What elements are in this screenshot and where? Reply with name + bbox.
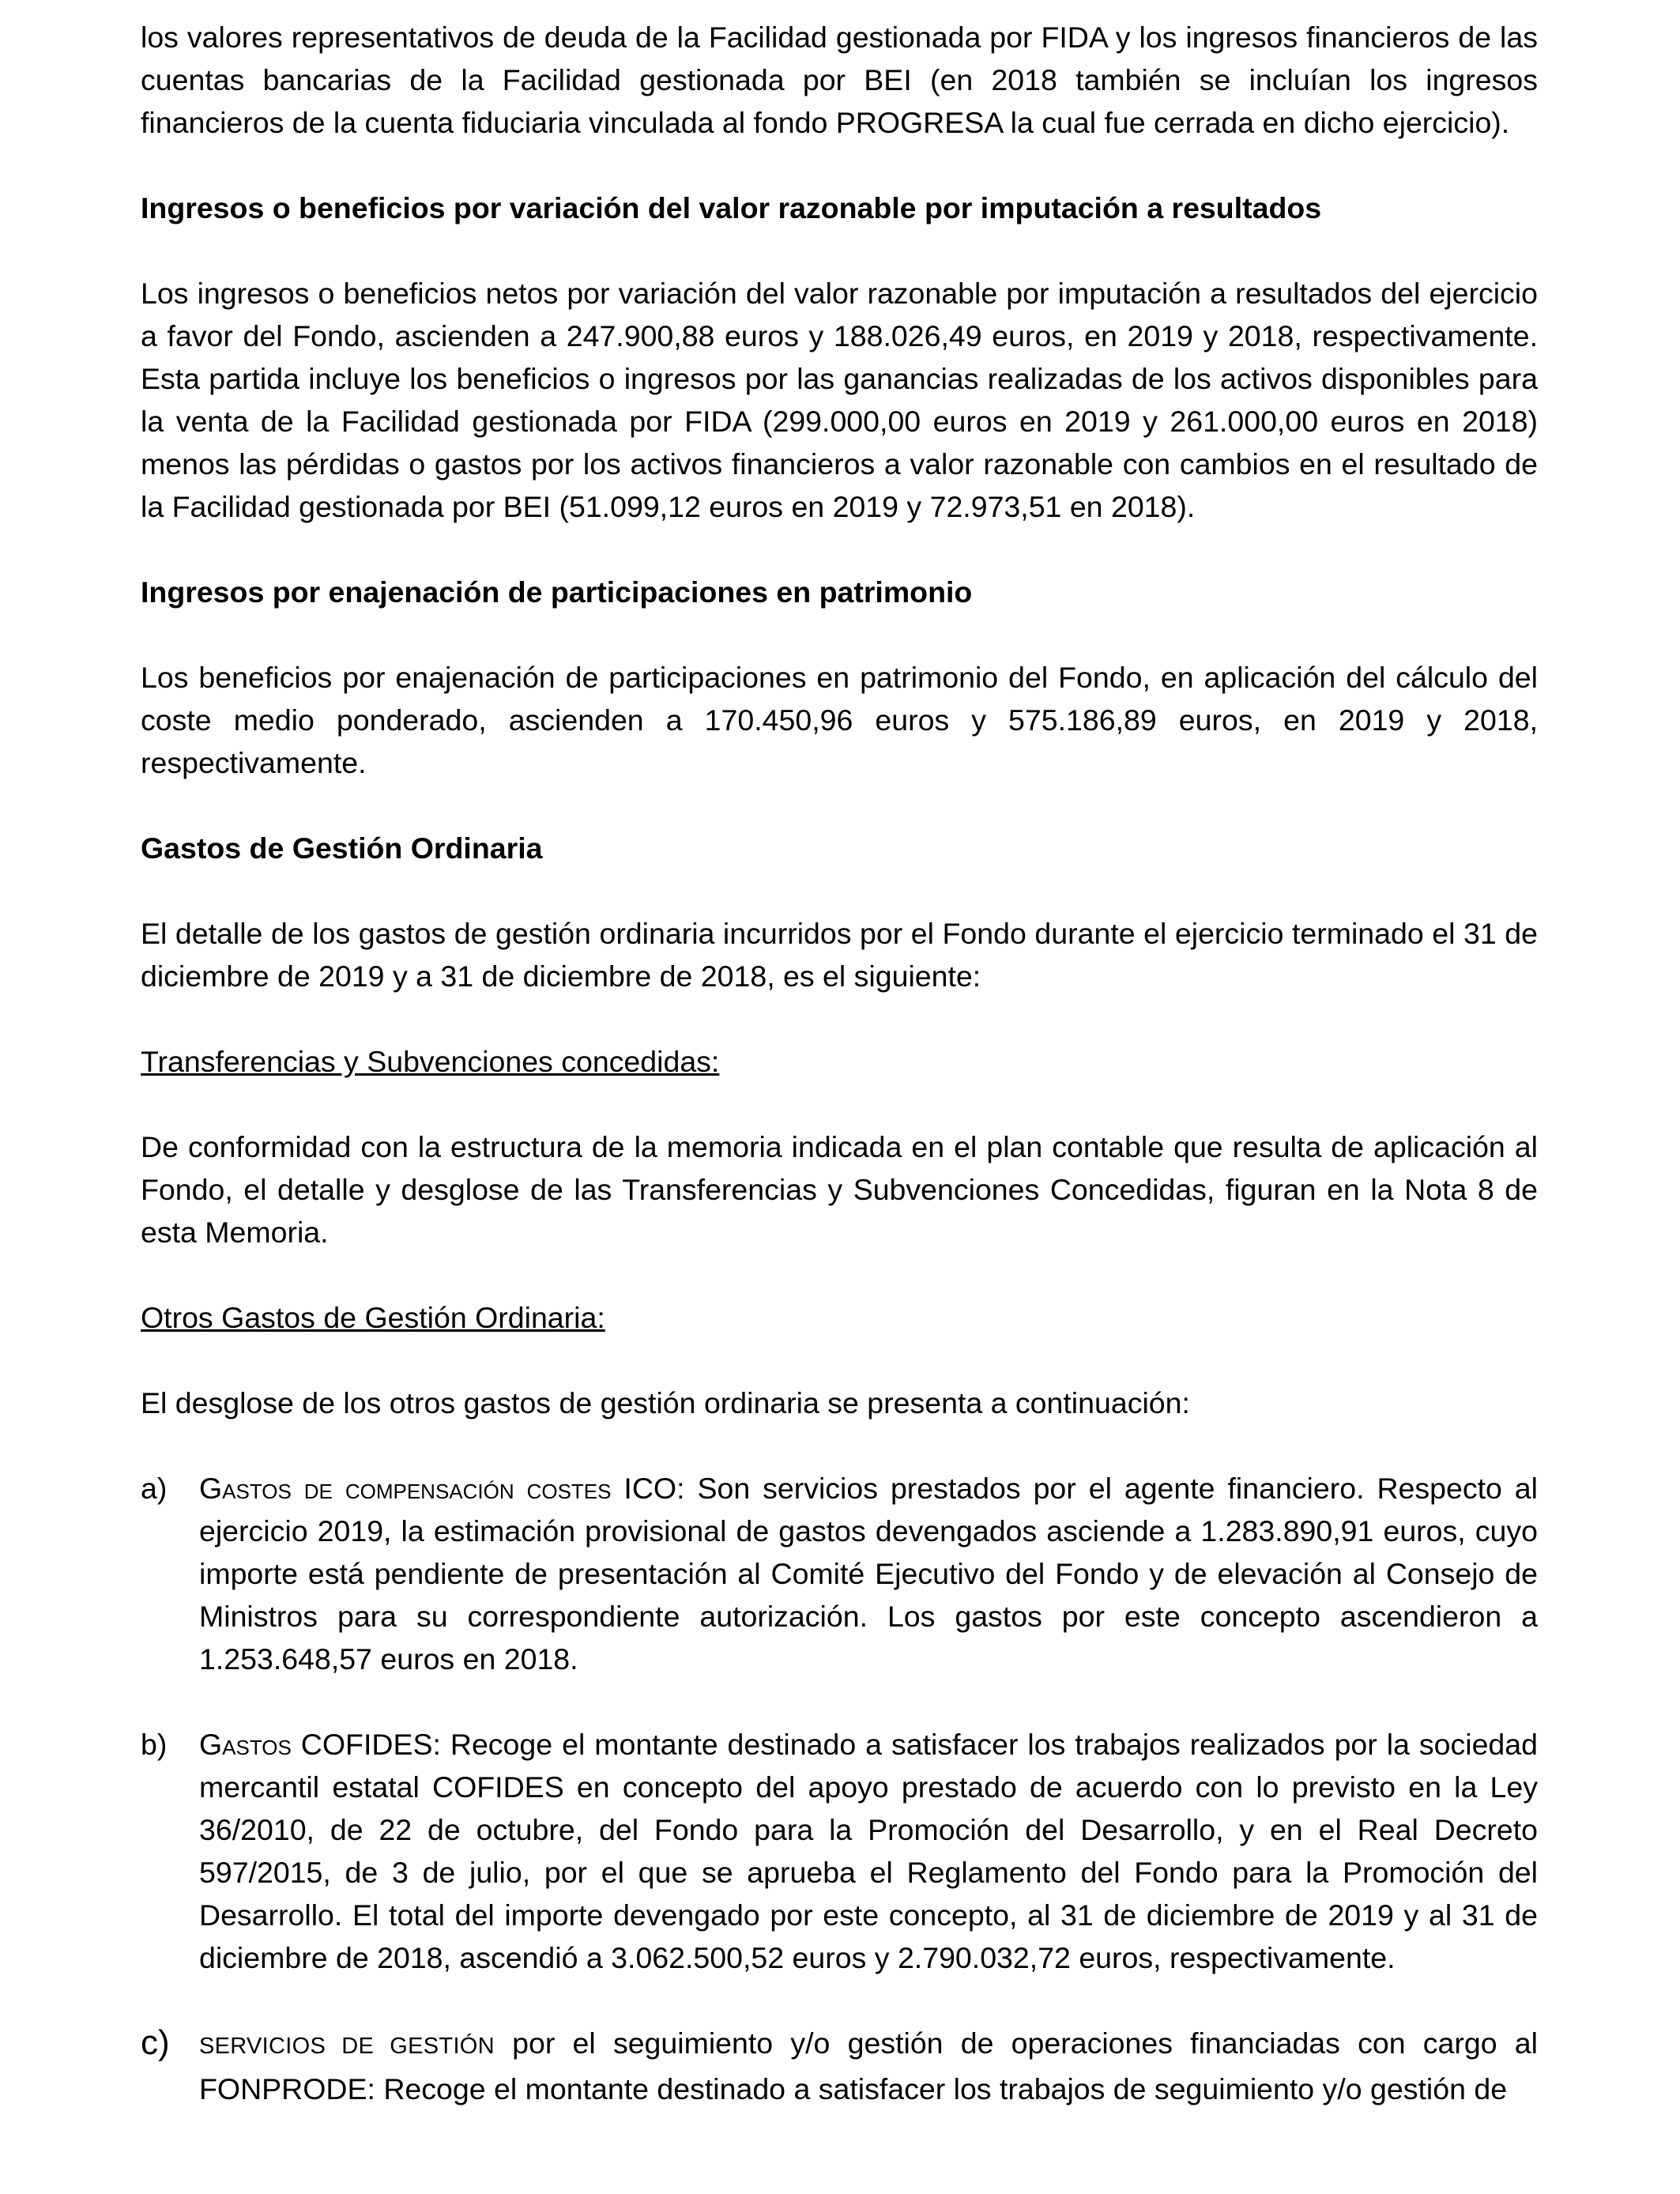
other-expenses-paragraph: El desglose de los otros gastos de gestión ordinaria se presenta a continuación: [141, 1386, 1190, 1419]
equity-disposal-paragraph: Los beneficios por enajenación de participaciones en patrimonio del Fondo, en aplicación del cálculo del coste medio ponderado, ascienden a 170.450,96 euros y 575.186,89 euros, en 2019 y 2018, respectivamente. [141, 661, 1538, 779]
list-item-a-text: : Son servicios prestados por el agente financiero. Respecto al ejercicio 2019, la estimación provisional de gastos devengados asciende a 1.283.890,91 euros, cuyo importe está pendiente de presentación al Comité Ejecutivo del Fondo y de elevación al Consejo de Ministros para su correspondiente autorización. Los gastos por este concepto ascendieron a 1.253.648,57 euros en 2018. [199, 1472, 1538, 1676]
list-marker-a: a) [141, 1472, 168, 1505]
list-item-b [141, 1723, 1538, 1979]
transfers-paragraph: De conformidad con la estructura de la memoria indicada en el plan contable que resulta de aplicación al Fondo, el detalle y desglose de las Transferencias y Subvenciones Concedidas, figuran en la Nota 8 de esta Memoria. [141, 1130, 1538, 1249]
list-item-c [141, 2022, 1538, 2110]
intro-paragraph: los valores representativos de deuda de la Facilidad gestionada por FIDA y los ingresos financieros de las cuentas bancarias de la Facilidad gestionada por BEI (en 2018 también se incluían los ingresos financieros de la cuenta fiduciaria vinculada al fondo PROGRESA la cual fue cerrada en dicho ejercicio). [141, 21, 1538, 139]
list-item-a [141, 1467, 1538, 1680]
equity-disposal-heading: Ingresos por enajenación de participaciones en patrimonio [141, 575, 973, 609]
other-expenses-subheading: Otros Gastos de Gestión Ordinaria: [141, 1301, 605, 1334]
document-page [141, 16, 1538, 2153]
ordinary-expenses-paragraph: El detalle de los gastos de gestión ordinaria incurridos por el Fondo durante el ejercicio terminado el 31 de diciembre de 2019 y a 31 de diciembre de 2018, es el siguiente: [141, 917, 1538, 993]
fair-value-paragraph: Los ingresos o beneficios netos por variación del valor razonable por imputación a resultados del ejercicio a favor del Fondo, ascienden a 247.900,88 euros y 188.026,49 euros, en 2019 y 2018, respectivamente. Esta partida incluye los beneficios o ingresos por las ganancias realizadas de los activos disponibles para la venta de la Facilidad gestionada por FIDA (299.000,00 euros en 2019 y 261.000,00 euros en 2018) menos las pérdidas o gastos por los activos financieros a valor razonable con cambios en el resultado de la Facilidad gestionada por BEI (51.099,12 euros en 2019 y 72.973,51 en 2018). [141, 277, 1538, 523]
list-item-a-label: Gastos de compensación costes ICO [199, 1472, 677, 1505]
fair-value-heading: Ingresos o beneficios por variación del valor razonable por imputación a resultados [141, 191, 1322, 224]
list-marker-c: c) [141, 2023, 170, 2062]
list-item-c-label: SERVICIOS DE GESTIÓN [199, 2034, 495, 2059]
list-item-b-label: Gastos [199, 1728, 292, 1761]
list-marker-b: b) [141, 1728, 168, 1761]
ordinary-expenses-heading: Gastos de Gestión Ordinaria [141, 831, 543, 865]
transfers-subheading: Transferencias y Subvenciones concedidas: [141, 1045, 720, 1078]
list-item-b-text: COFIDES: Recoge el montante destinado a satisfacer los trabajos realizados por la sociedad mercantil estatal COFIDES en concepto del apoyo prestado de acuerdo con lo previsto en la Ley 36/2010, de 22 de octubre, del Fondo para la Promoción del Desarrollo, y en el Real Decreto 597/2015, de 3 de julio, por el que se aprueba el Reglamento del Fondo para la Promoción del Desarrollo. El total del importe devengado por este concepto, al 31 de diciembre de 2019 y al 31 de diciembre de 2018, ascendió a 3.062.500,52 euros y 2.790.032,72 euros, respectivamente. [199, 1728, 1538, 1974]
list-item-c-text: por el seguimiento y/o gestión de operaciones financiadas con cargo al FONPRODE: Recoge el montante destinado a satisfacer los trabajos de seguimiento y/o gestión de [199, 2026, 1538, 2105]
